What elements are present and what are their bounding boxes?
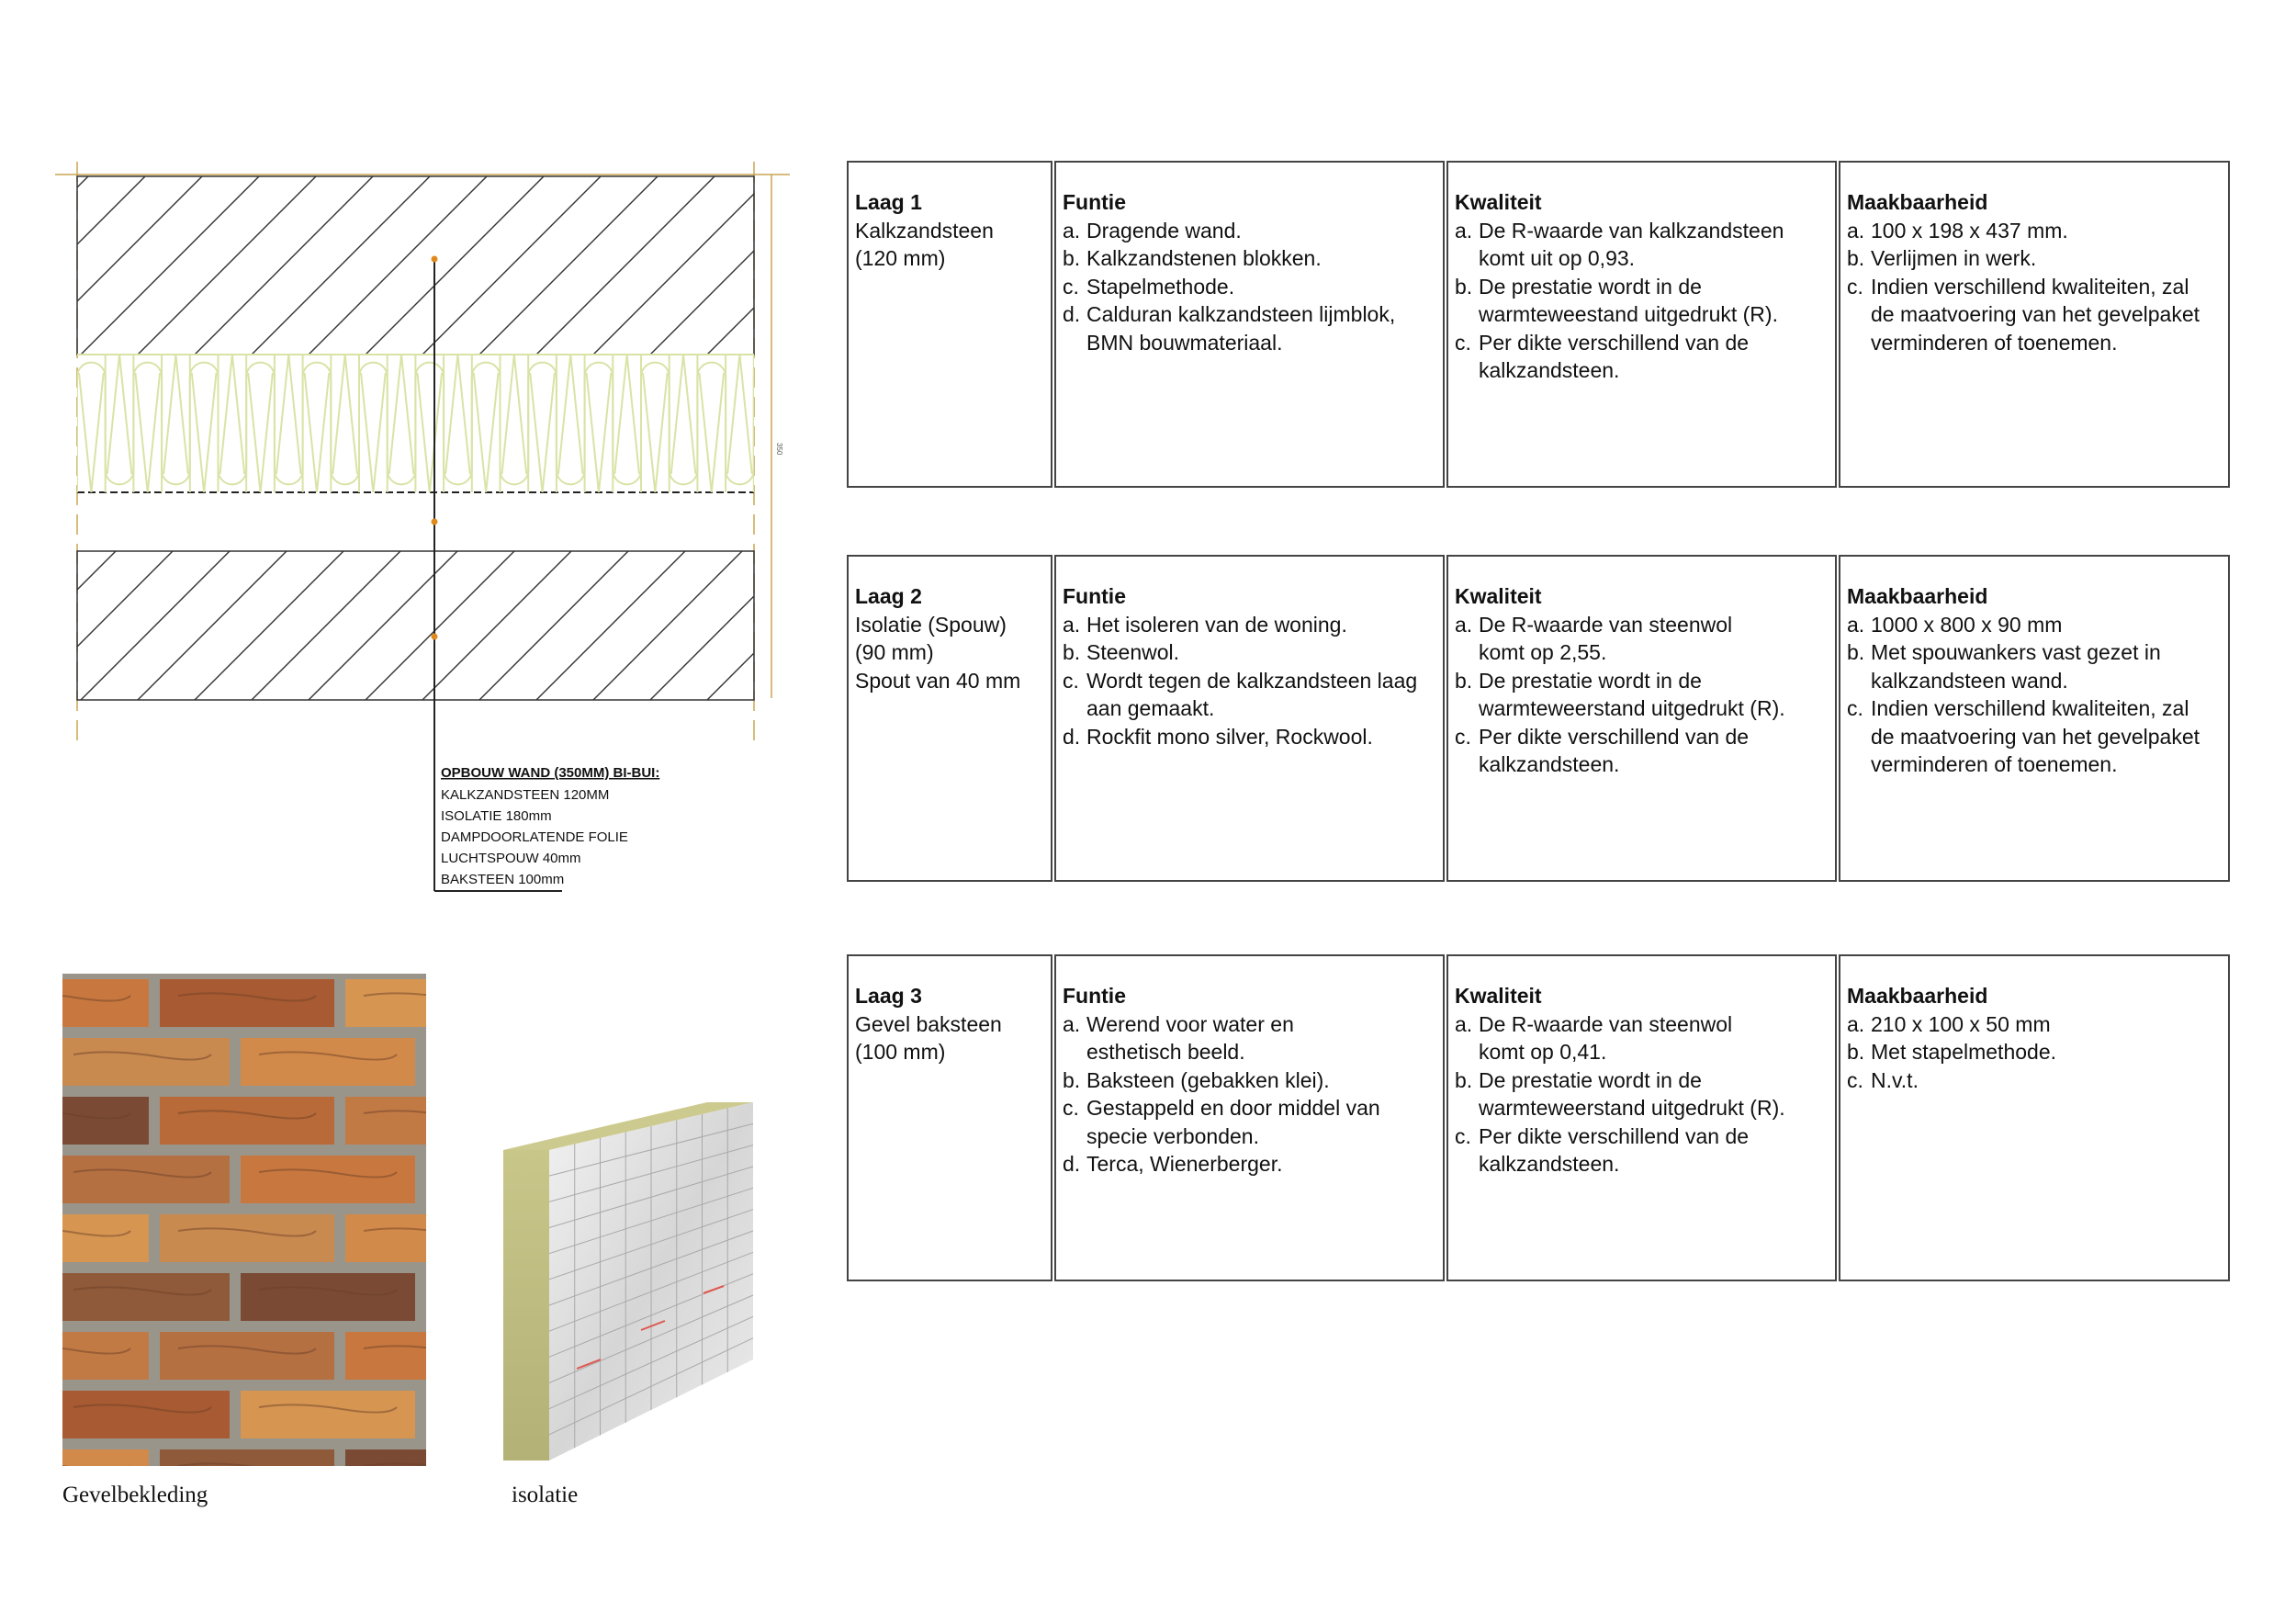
item-text: De R-waarde van kalkzandsteen <box>1479 218 1784 242</box>
list-item <box>1063 667 1435 723</box>
item-letter: a. <box>1847 1011 1865 1036</box>
item-text: 210 x 100 x 50 mm <box>1871 1011 2051 1036</box>
item-letter: d. <box>1063 1152 1081 1176</box>
item-letter: a. <box>1063 612 1081 637</box>
layer-1-title-cell <box>847 161 1052 488</box>
layer-description: Isolatie (Spouw) <box>855 612 1007 637</box>
layer-3-funtie-cell <box>1054 954 1445 1281</box>
list-item <box>1455 1010 1828 1066</box>
list-item <box>1063 217 1435 245</box>
item-text: De prestatie wordt in de <box>1479 274 1702 299</box>
list-item <box>1455 667 1828 723</box>
item-text: esthetisch beeld. <box>1086 1040 1245 1064</box>
item-text: Baksteen (gebakken klei). <box>1086 1067 1330 1092</box>
layer-description: Kalkzandsteen <box>855 218 994 242</box>
list-item <box>1455 329 1828 385</box>
item-letter: a. <box>1847 612 1865 637</box>
item-letter: b. <box>1847 246 1865 270</box>
item-letter: a. <box>1847 218 1865 242</box>
item-letter: c. <box>1455 1123 1471 1148</box>
maakbaarheid-heading: Maakbaarheid <box>1847 584 1988 608</box>
item-letter: c. <box>1847 696 1863 720</box>
item-letter: b. <box>1063 1067 1081 1092</box>
layer-description: Spout van 40 mm <box>855 668 1021 693</box>
layer-3-table <box>847 954 2232 1281</box>
item-text: komt uit op 0,93. <box>1479 246 1636 270</box>
list-item <box>1063 1010 1435 1066</box>
item-letter: b. <box>1455 668 1473 693</box>
list-item <box>1847 244 2221 273</box>
item-letter: a. <box>1455 1011 1473 1036</box>
list-item <box>1847 273 2221 357</box>
item-letter: b. <box>1063 246 1081 270</box>
item-text: de maatvoering van het gevelpaket <box>1871 302 2200 326</box>
list-item <box>1063 1150 1435 1179</box>
item-letter: c. <box>1455 330 1471 355</box>
item-text: warmteweestand uitgedrukt (R). <box>1479 302 1778 326</box>
layer-title: Laag 2 <box>855 584 922 608</box>
layer-3-kwaliteit-cell <box>1446 954 1837 1281</box>
item-letter: c. <box>1063 274 1079 299</box>
item-text: kalkzandsteen. <box>1479 358 1620 382</box>
item-letter: c. <box>1847 274 1863 299</box>
layer-2-kwaliteit-cell <box>1446 555 1837 882</box>
funtie-heading: Funtie <box>1063 190 1126 214</box>
item-text: Werend voor water en <box>1086 1011 1294 1036</box>
item-text: Dragende wand. <box>1086 218 1242 242</box>
item-text: Indien verschillend kwaliteiten, zal <box>1871 696 2189 720</box>
layer-1-maakbaarheid-cell <box>1839 161 2230 488</box>
item-text: BMN bouwmateriaal. <box>1086 330 1283 355</box>
item-text: 100 x 198 x 437 mm. <box>1871 218 2068 242</box>
item-text: warmteweerstand uitgedrukt (R). <box>1479 696 1785 720</box>
item-letter: d. <box>1063 724 1081 749</box>
maakbaarheid-heading: Maakbaarheid <box>1847 984 1988 1008</box>
list-item <box>1063 300 1435 356</box>
layer-title: Laag 1 <box>855 190 922 214</box>
item-letter: b. <box>1847 640 1865 664</box>
item-text: 1000 x 800 x 90 mm <box>1871 612 2063 637</box>
item-letter: a. <box>1455 218 1473 242</box>
item-text: kalkzandsteen wand. <box>1871 668 2068 693</box>
item-text: Stapelmethode. <box>1086 274 1235 299</box>
drawing-line: ISOLATIE 180mm <box>441 808 552 824</box>
list-item <box>1063 244 1435 273</box>
list-item <box>1847 1010 2221 1039</box>
item-text: specie verbonden. <box>1086 1123 1259 1148</box>
item-text: Per dikte verschillend van de <box>1479 330 1750 355</box>
item-text: De prestatie wordt in de <box>1479 668 1702 693</box>
layer-1-kwaliteit-cell <box>1446 161 1837 488</box>
insulation-panel-image <box>503 1093 757 1460</box>
list-item <box>1847 217 2221 245</box>
item-text: Per dikte verschillend van de <box>1479 724 1750 749</box>
layer-description: (100 mm) <box>855 1040 946 1064</box>
drawing-line: LUCHTSPOUW 40mm <box>441 851 581 866</box>
item-text: Verlijmen in werk. <box>1871 246 2037 270</box>
item-text: Gestappeld en door middel van <box>1086 1096 1380 1120</box>
item-text: Per dikte verschillend van de <box>1479 1123 1750 1148</box>
list-item <box>1063 1094 1435 1150</box>
drawing-line: BAKSTEEN 100mm <box>441 872 565 887</box>
caption-gevelbekleding: Gevelbekleding <box>62 1483 208 1507</box>
layer-2-funtie-cell <box>1054 555 1445 882</box>
baksteen-hatch <box>37 551 808 700</box>
layer-2-maakbaarheid-cell <box>1839 555 2230 882</box>
layer-1-funtie-cell <box>1054 161 1445 488</box>
item-text: Rockfit mono silver, Rockwool. <box>1086 724 1373 749</box>
item-text: komt op 0,41. <box>1479 1040 1607 1064</box>
list-item <box>1455 611 1828 667</box>
list-item <box>1063 723 1435 751</box>
item-text: De prestatie wordt in de <box>1479 1067 1702 1092</box>
list-item <box>1063 273 1435 301</box>
drawing-line: DAMPDOORLATENDE FOLIE <box>441 829 628 845</box>
item-letter: c. <box>1063 668 1079 693</box>
list-item <box>1455 1122 1828 1179</box>
list-item <box>1847 638 2221 694</box>
kwaliteit-heading: Kwaliteit <box>1455 190 1542 214</box>
list-item <box>1847 611 2221 639</box>
item-text: N.v.t. <box>1871 1067 1919 1092</box>
item-letter: a. <box>1455 612 1473 637</box>
list-item <box>1455 217 1828 273</box>
funtie-heading: Funtie <box>1063 984 1126 1008</box>
item-letter: b. <box>1063 640 1081 664</box>
layer-2-table <box>847 555 2232 882</box>
item-text: Indien verschillend kwaliteiten, zal <box>1871 274 2189 299</box>
item-text: Met stapelmethode. <box>1871 1040 2057 1064</box>
list-item <box>1063 1066 1435 1095</box>
list-item <box>1063 611 1435 639</box>
item-text: Steenwol. <box>1086 640 1180 664</box>
item-text: de maatvoering van het gevelpaket <box>1871 724 2200 749</box>
layer-description: (90 mm) <box>855 640 934 664</box>
item-text: verminderen of toenemen. <box>1871 330 2118 355</box>
insulation-pattern <box>77 355 782 492</box>
item-letter: d. <box>1063 302 1081 326</box>
layer-3-title-cell <box>847 954 1052 1281</box>
item-text: komt op 2,55. <box>1479 640 1607 664</box>
caption-isolatie: isolatie <box>512 1483 579 1507</box>
item-text: Kalkzandstenen blokken. <box>1086 246 1322 270</box>
maakbaarheid-heading: Maakbaarheid <box>1847 190 1988 214</box>
item-text: aan gemaakt. <box>1086 696 1215 720</box>
item-text: Met spouwankers vast gezet in <box>1871 640 2161 664</box>
item-text: kalkzandsteen. <box>1479 1152 1620 1176</box>
dimension-value: 350 <box>775 443 783 456</box>
funtie-heading: Funtie <box>1063 584 1126 608</box>
item-text: verminderen of toenemen. <box>1871 752 2118 776</box>
item-letter: a. <box>1063 1011 1081 1036</box>
layer-3-maakbaarheid-cell <box>1839 954 2230 1281</box>
kwaliteit-heading: Kwaliteit <box>1455 584 1542 608</box>
item-letter: c. <box>1063 1096 1079 1120</box>
item-letter: a. <box>1063 218 1081 242</box>
list-item <box>1063 638 1435 667</box>
item-letter: b. <box>1847 1040 1865 1064</box>
item-text: De R-waarde van steenwol <box>1479 1011 1733 1036</box>
item-text: De R-waarde van steenwol <box>1479 612 1733 637</box>
item-letter: b. <box>1455 1067 1473 1092</box>
kwaliteit-heading: Kwaliteit <box>1455 984 1542 1008</box>
layer-2-title-cell <box>847 555 1052 882</box>
item-text: Terca, Wienerberger. <box>1086 1152 1283 1176</box>
drawing-line: KALKZANDSTEEN 120MM <box>441 787 610 803</box>
item-text: kalkzandsteen. <box>1479 752 1620 776</box>
list-item <box>1455 273 1828 329</box>
item-text: Calduran kalkzandsteen lijmblok, <box>1086 302 1396 326</box>
list-item <box>1847 1066 2221 1095</box>
layer-description: Gevel baksteen <box>855 1011 1002 1036</box>
layer-description: (120 mm) <box>855 246 946 270</box>
brick-facade-image <box>62 974 426 1466</box>
layer-1-table <box>847 161 2232 488</box>
item-letter: c. <box>1455 724 1471 749</box>
list-item <box>1455 723 1828 779</box>
item-text: warmteweerstand uitgedrukt (R). <box>1479 1096 1785 1120</box>
item-text: Wordt tegen de kalkzandsteen laag <box>1086 668 1418 693</box>
list-item <box>1847 1038 2221 1066</box>
list-item <box>1455 1066 1828 1122</box>
list-item <box>1847 694 2221 779</box>
item-letter: b. <box>1455 274 1473 299</box>
kalkzandsteen-hatch <box>37 176 808 355</box>
item-text: Het isoleren van de woning. <box>1086 612 1347 637</box>
drawing-title: OPBOUW WAND (350MM) BI-BUI: <box>441 765 660 781</box>
item-letter: c. <box>1847 1067 1863 1092</box>
wall-section-drawing <box>37 156 808 909</box>
layer-title: Laag 3 <box>855 984 922 1008</box>
